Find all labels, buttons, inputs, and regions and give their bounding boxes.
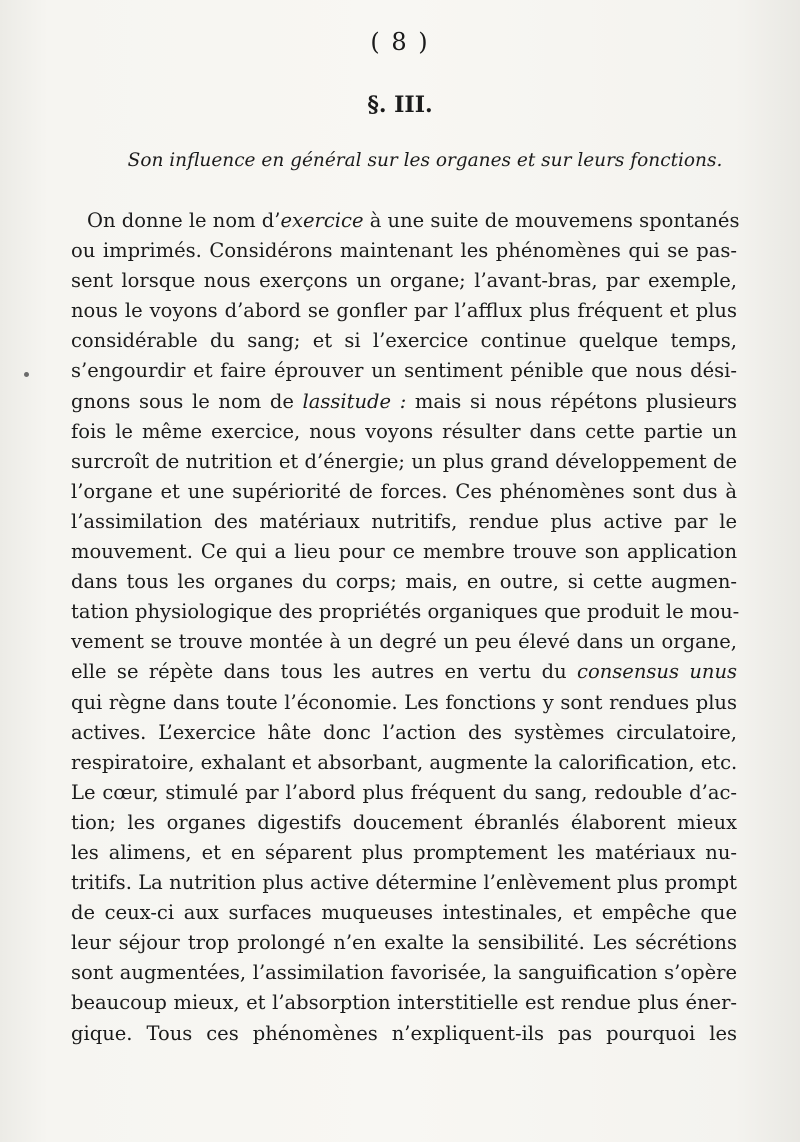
- text-run: nous le voyons d’abord se gonfler par l’afflux plus fréquent et plus: [71, 299, 737, 323]
- text-run: l’assimilation des matériaux nutritifs, rendue plus active par le: [71, 509, 737, 533]
- text-run: sont augmentées, l’assimilation favorisée, la sanguification s’opère: [71, 961, 737, 985]
- text-line: [71, 748, 737, 778]
- text-line: [71, 567, 737, 597]
- italic-term: consensus unus: [577, 660, 738, 684]
- body-text: [71, 206, 740, 1049]
- text-run: leur séjour trop prolongé n’en exalte la sensibilité. Les sécrétions: [71, 931, 737, 955]
- italic-term: lassitude :: [302, 389, 407, 413]
- text-run: tritifs. La nutrition plus active détermine l’enlèvement plus prompt: [71, 871, 737, 895]
- text-line: [71, 627, 737, 657]
- section-heading: §. III.: [367, 92, 433, 118]
- text-run: Le cœur, stimulé par l’abord plus fréquent du sang, redouble d’ac-: [71, 780, 737, 804]
- text-line: [71, 808, 737, 838]
- text-line: [71, 838, 737, 868]
- text-run: gnons sous le nom de: [71, 389, 303, 413]
- text-run: vement se trouve montée à un degré un peu élevé dans un organe,: [71, 630, 737, 654]
- ink-speck: [24, 372, 29, 377]
- text-line: [71, 988, 737, 1018]
- text-line: [71, 417, 737, 447]
- text-line: [71, 597, 740, 627]
- text-run: mouvement. Ce qui a lieu pour ce membre trouve son application: [71, 540, 737, 564]
- text-line: [71, 507, 737, 537]
- text-run: l’organe et une supériorité de forces. Ces phénomènes sont dus à: [71, 479, 737, 503]
- page-number: ( 8 ): [370, 28, 430, 56]
- text-run: à une suite de mouvemens spontanés: [363, 209, 740, 232]
- text-line: [71, 1019, 737, 1049]
- text-run: s’engourdir et faire éprouver un sentiment pénible que nous dési-: [71, 359, 737, 383]
- text-run: sent lorsque nous exerçons un organe; l’avant-bras, par exemple,: [71, 269, 737, 293]
- text-line: [71, 326, 737, 356]
- text-run: surcroît de nutrition et d’énergie; un plus grand développement de: [71, 449, 737, 473]
- text-run: beaucoup mieux, et l’absorption interstitielle est rendue plus éner-: [71, 991, 737, 1015]
- text-line: [71, 657, 737, 687]
- text-line: [71, 356, 737, 386]
- text-run: dans tous les organes du corps; mais, en outre, si cette augmen-: [71, 570, 737, 594]
- text-run: les alimens, et en séparent plus promptement les matériaux nu-: [71, 840, 737, 864]
- text-run: tation physiologique des propriétés organiques que produit le mou-: [71, 600, 740, 624]
- text-run: fois le même exercice, nous voyons résulter dans cette partie un: [71, 419, 737, 443]
- text-line: [71, 778, 737, 808]
- text-run: actives. L’exercice hâte donc l’action des systèmes circulatoire,: [71, 720, 737, 744]
- italic-term: exercice: [280, 209, 364, 232]
- text-line: [71, 387, 737, 417]
- text-run: ou imprimés. Considérons maintenant les phénomènes qui se pas-: [71, 239, 737, 263]
- text-line: [71, 296, 737, 326]
- text-line: [71, 266, 737, 296]
- text-line: [71, 688, 737, 718]
- text-line: [71, 236, 737, 266]
- text-line: [71, 718, 737, 748]
- text-line: [71, 958, 737, 988]
- text-line: [71, 898, 737, 928]
- text-run: gique. Tous ces phénomènes n’expliquent-ils pas pourquoi les: [71, 1021, 737, 1045]
- text-run: On donne le nom d’: [87, 209, 281, 232]
- text-run: de ceux-ci aux surfaces muqueuses intestinales, et empêche que: [71, 901, 737, 925]
- text-line: [71, 928, 737, 958]
- section-subtitle: Son influence en général sur les organes et sur leurs fonctions.: [127, 150, 723, 171]
- text-run: considérable du sang; et si l’exercice continue quelque temps,: [71, 329, 737, 353]
- text-run: respiratoire, exhalant et absorbant, augmente la calorification, etc.: [71, 750, 738, 774]
- text-run: mais si nous répétons plusieurs: [406, 389, 737, 413]
- text-run: tion; les organes digestifs doucement ébranlés élaborent mieux: [71, 810, 737, 834]
- text-line: [71, 868, 737, 898]
- text-run: qui règne dans toute l’économie. Les fonctions y sont rendues plus: [71, 690, 737, 714]
- text-line: [71, 206, 740, 236]
- text-line: [71, 477, 737, 507]
- text-run: elle se répète dans tous les autres en vertu du: [71, 660, 578, 684]
- text-line: [71, 447, 737, 477]
- text-line: [71, 537, 737, 567]
